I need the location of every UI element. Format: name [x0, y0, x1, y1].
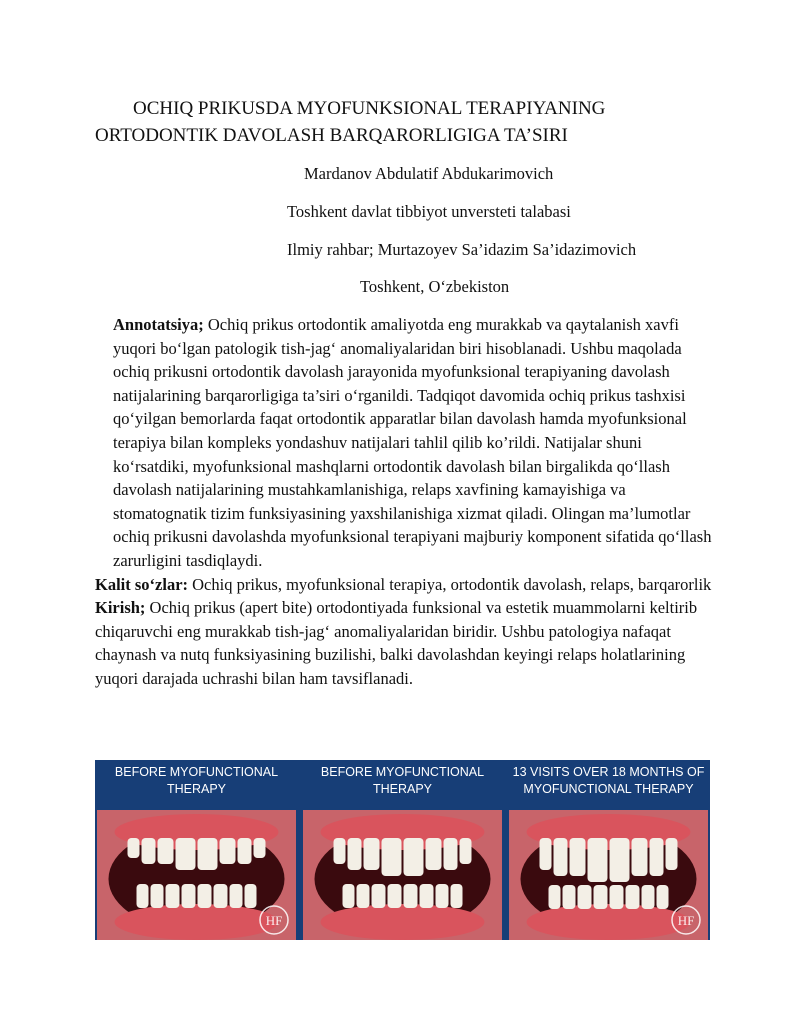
upper-tooth	[426, 838, 442, 870]
author-location: Toshkent, O‘zbekiston	[360, 277, 510, 296]
lower-tooth	[451, 884, 463, 908]
upper-tooth	[650, 838, 664, 876]
lower-tooth	[372, 884, 386, 908]
lower-tooth	[578, 885, 592, 909]
lower-tooth	[214, 884, 228, 908]
upper-tooth	[554, 838, 568, 876]
lower-gum	[321, 904, 485, 940]
author-name: Mardanov Abdulatif Abdukarimovich	[304, 164, 554, 183]
abstract-label: Annotatsiya;	[113, 315, 204, 334]
lower-gum	[115, 904, 279, 940]
lower-tooth	[198, 884, 212, 908]
keywords-label: Kalit so‘zlar:	[95, 574, 189, 594]
upper-tooth	[460, 838, 472, 864]
lower-tooth	[420, 884, 434, 908]
upper-tooth	[176, 838, 196, 870]
introduction-text: Ochiq prikus (apert bite) ortodontiyada funksional va estetik muammolarni keltirib chiqaruvchi eng murakkab tish-jag‘ anomaliyalaridan biridir. Ushbu patologiya nafaqat chaynash va nutq funksiyasining buzilishi, balki davolashdan keyingi relaps holatlarining yuqori darajada uchrashi bilan ham tavsiflanadi.	[95, 598, 698, 688]
figure-panel-before-1	[95, 760, 298, 940]
paper-body	[95, 313, 715, 691]
abstract-text: Ochiq prikus ortodontik amaliyotda eng murakkab va qaytalanish xavfi yuqori bo‘lgan patologik tish-jag‘ anomaliyalaridan biri hisoblanadi. Ushbu maqolada ochiq prikusni ortodontik davolash jarayonida myofunksional terapiyaning davolash natijalarining barqarorligiga ta’siri o‘rganildi. Tadqiqot davomida ochiq prikus tashxisi qo‘yilgan bemorlarda faqat ortodontik apparatlar bilan davolash hamda myofunksional terapiya bilan kompleks yondashuv natijalari tahlil qilib ko’rildi. Natijalar shuni ko‘rsatdiki, myofunksional mashqlarni ortodontik davolash bilan birgalikda qo‘llash davolash natijalarining mustahkamlanishiga, relaps xavfining kamayishiga va stomatognatik tizim funksiyasining yaxshilanishiga xizmat qiladi. Olingan ma’lumotlar ochiq prikusni davolashda myofunksional terapiyani majburiy komponent sifatida qo‘llash zarurligini tasdiqlaydi.	[113, 315, 712, 570]
lower-gum	[527, 904, 691, 940]
panel-caption	[95, 764, 298, 798]
upper-tooth	[364, 838, 380, 870]
therapy-comparison-figure	[95, 760, 710, 940]
lower-tooth	[151, 884, 164, 908]
lower-tooth	[137, 884, 149, 908]
lower-tooth	[245, 884, 257, 908]
lower-tooth	[436, 884, 449, 908]
upper-tooth	[334, 838, 346, 864]
author-affiliation: Toshkent davlat tibbiyot unversteti talabasi	[287, 202, 571, 221]
upper-tooth	[666, 838, 678, 870]
panel-caption	[507, 764, 710, 798]
mouth-illustration	[509, 810, 708, 940]
paper-title	[95, 95, 735, 149]
upper-tooth	[540, 838, 552, 870]
title-line-2: ORTODONTIK DAVOLASH BARQARORLIGIGA TA’SIRI	[95, 125, 568, 146]
lower-tooth	[657, 885, 669, 909]
introduction-paragraph	[95, 596, 715, 690]
upper-tooth	[254, 838, 266, 858]
panel-caption-line-1: BEFORE MYOFUNCTIONAL	[114, 765, 279, 779]
upper-tooth	[632, 838, 648, 876]
mouth-photo	[303, 810, 502, 940]
upper-tooth	[588, 838, 608, 882]
figure-panel-after	[507, 760, 710, 940]
scientific-advisor: Ilmiy rahbar; Murtazoyev Sa’idazim Sa’idazimovich	[287, 240, 637, 259]
mouth-illustration	[303, 810, 502, 940]
title-line-1: OCHIQ PRIKUSDA MYOFUNKSIONAL TERAPIYANING	[133, 98, 606, 119]
lower-tooth	[404, 884, 418, 908]
lower-tooth	[549, 885, 561, 909]
panel-caption-line-2: MYOFUNCTIONAL THERAPY	[523, 782, 694, 796]
mouth-photo	[97, 810, 296, 940]
mouth-photo	[509, 810, 708, 940]
upper-tooth	[142, 838, 156, 864]
introduction-label: Kirish;	[95, 598, 146, 618]
upper-tooth	[444, 838, 458, 870]
lower-tooth	[642, 885, 655, 909]
watermark-logo-text: HF	[265, 913, 283, 928]
lower-tooth	[357, 884, 370, 908]
panel-caption-line-1: BEFORE MYOFUNCTIONAL	[320, 765, 485, 779]
lower-tooth	[166, 884, 180, 908]
lower-tooth	[343, 884, 355, 908]
panel-caption	[301, 764, 504, 798]
abstract-paragraph	[95, 313, 715, 573]
upper-tooth	[610, 838, 630, 882]
upper-tooth	[404, 838, 424, 876]
lower-tooth	[594, 885, 608, 909]
watermark-logo-text: HF	[677, 913, 695, 928]
upper-tooth	[238, 838, 252, 864]
figure-panel-before-2	[301, 760, 504, 940]
upper-tooth	[348, 838, 362, 870]
panel-caption-line-2: THERAPY	[166, 782, 227, 796]
lower-tooth	[626, 885, 640, 909]
mouth-illustration	[97, 810, 296, 940]
panel-caption-line-1: 13 VISITS OVER 18 MONTHS OF	[512, 765, 705, 779]
lower-tooth	[610, 885, 624, 909]
upper-tooth	[158, 838, 174, 864]
upper-tooth	[570, 838, 586, 876]
keywords-text: Ochiq prikus, myofunksional terapiya, ortodontik davolash, relaps, barqarorlik	[188, 574, 712, 594]
lower-tooth	[388, 884, 402, 908]
upper-tooth	[128, 838, 140, 858]
keywords-paragraph	[95, 573, 715, 597]
panel-caption-line-2: THERAPY	[372, 782, 433, 796]
upper-tooth	[220, 838, 236, 864]
upper-tooth	[382, 838, 402, 876]
lower-tooth	[563, 885, 576, 909]
upper-tooth	[198, 838, 218, 870]
lower-tooth	[230, 884, 243, 908]
lower-tooth	[182, 884, 196, 908]
